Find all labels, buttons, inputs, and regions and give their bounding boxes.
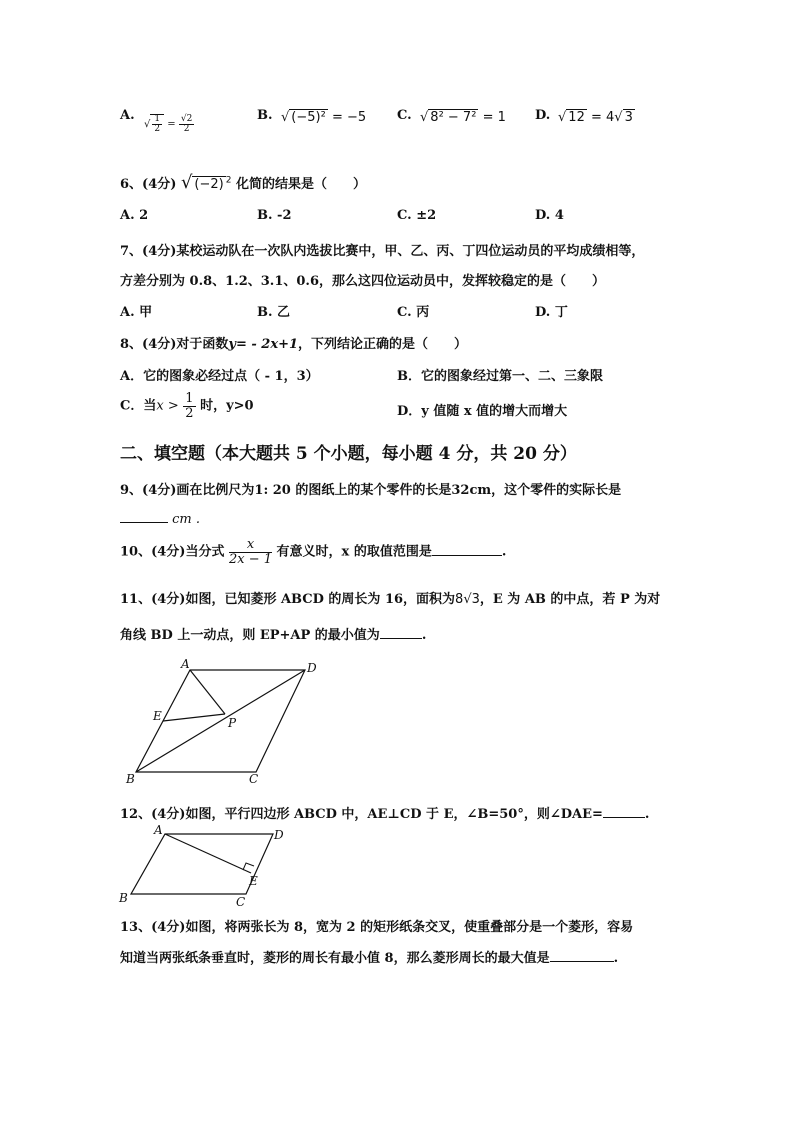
q8-option-a: A．它的图象必经过点（ - 1，3） (120, 369, 319, 384)
segment-ap (190, 670, 225, 714)
q9-unit: cm . (172, 512, 201, 527)
q11-area: 8√3 (455, 592, 480, 607)
q11-stem-line2: 角线 BD 上一动点，则 EP+AP 的最小值为 . (120, 628, 427, 643)
q5-option-d-formula: √ 12 = 4√ 3 (558, 110, 633, 125)
q5-a-num: 1 (154, 114, 161, 124)
q6-option-d: D. 4 (535, 208, 564, 223)
q8-option-c: C．当x > $\frac{1}{2}$ 时，y>0 (120, 391, 254, 421)
q6-radicand: (−2) (194, 177, 224, 192)
q5-option-d-label: D. (535, 108, 551, 123)
q5-option-a-formula: √ $\frac{1}{2}$ = $\frac{√2}{2}$ (144, 113, 193, 135)
q10-stem: 10、(4分)当分式 $\frac{x}{2x - 1}$ 有意义时，x 的取值范围是 . (120, 537, 507, 567)
q5-d-rest: = 4 (590, 110, 615, 125)
segment-ep (163, 714, 225, 721)
q9-answer-blank[interactable] (120, 510, 168, 523)
q6-option-c: C. ±2 (397, 208, 437, 223)
q8-option-d: D．y 值随 x 值的增大而增大 (397, 404, 568, 419)
q12-answer-blank[interactable] (603, 805, 645, 818)
q5-a-rden: 2 (183, 123, 190, 134)
q13-answer-blank[interactable] (550, 949, 614, 962)
label-e: E (153, 709, 162, 723)
q5-c-rest: = 1 (482, 110, 506, 125)
q11-rhombus-figure (118, 655, 333, 790)
q6-option-a: A. 2 (120, 208, 149, 223)
segment-ae (165, 834, 251, 873)
q10-num: x (229, 538, 272, 553)
q11-answer-blank[interactable] (380, 626, 422, 639)
q5-option-c-label: C. (397, 108, 412, 123)
section-title-fill-in: 二、填空题（本大题共 5 个小题，每小题 4 分，共 20 分） (120, 444, 577, 464)
q13-stem-line1: 13、(4分)如图，将两张长为 8，宽为 2 的矩形纸条交叉，使重叠部分是一个菱形，容易 (120, 920, 634, 935)
q10-den: 2x − 1 (228, 551, 273, 567)
label-c: C (249, 772, 259, 786)
q7-option-a: A. 甲 (120, 305, 153, 320)
q5-option-b-formula: √ (−5)² = −5 (281, 110, 367, 125)
label-d: D (274, 828, 284, 842)
q5-a-eq: = (167, 118, 176, 130)
q6-exponent: 2 (225, 175, 232, 186)
q8-c-num: 1 (185, 391, 194, 406)
right-angle-mark (243, 863, 254, 870)
q10-answer-blank[interactable] (432, 543, 502, 556)
q5-a-rnum: √2 (180, 113, 193, 124)
q7-stem-line1: 7、(4分)某校运动队在一次队内选拔比赛中，甲、乙、丙、丁四位运动员的平均成绩相等， (120, 244, 645, 259)
q9-answer-line (120, 510, 200, 527)
label-d: D (307, 661, 317, 675)
label-a: A (154, 823, 163, 837)
q8-option-b: B．它的图象经过第一、二、三象限 (397, 369, 603, 384)
q12-parallelogram-figure (116, 822, 291, 910)
q5-option-c-formula: √ 8² − 7² = 1 (420, 110, 506, 125)
q7-option-d: D. 丁 (535, 305, 568, 320)
q5-option-b-label: B. (257, 108, 273, 123)
q6-option-b: B. -2 (257, 208, 292, 223)
label-c: C (236, 895, 246, 909)
label-p: P (228, 716, 237, 730)
q9-stem: 9、(4分)画在比例尺为1: 20 的图纸上的某个零件的长是32cm，这个零件的实际长是 (120, 483, 622, 498)
q12-stem: 12、(4分)如图，平行四边形 ABCD 中，AE⊥CD 于 E，∠B=50°，则∠DAE= . (120, 807, 650, 822)
q5-c-rad: 8² − 7² (430, 110, 477, 125)
label-b: B (126, 772, 135, 786)
q7-option-c: C. 丙 (397, 305, 430, 320)
q5-d-rad2: 3 (624, 110, 633, 125)
q7-option-b: B. 乙 (257, 305, 291, 320)
q6-suffix: 化简的结果是（ ） (236, 177, 367, 192)
q5-b-rest: = −5 (331, 110, 367, 125)
label-b: B (119, 891, 128, 905)
label-e: E (249, 874, 258, 888)
q11-stem-line1: 11、(4分)如图，已知菱形 ABCD 的周长为 16，面积为8√3，E 为 AB 的中点，若 P 为对 (120, 592, 661, 607)
q6-stem: 6、(4分) √ (−2) $^2$ 化简的结果是（ ） (120, 172, 367, 193)
label-a: A (181, 657, 190, 671)
q5-a-den: 2 (154, 124, 161, 135)
q5-b-rad: (−5)² (291, 110, 326, 125)
q13-stem-line2: 知道当两张纸条垂直时，菱形的周长有最小值 8，那么菱形周长的最大值是 . (120, 951, 619, 966)
q8-stem: 8、(4分)对于函数y= - 2x+1，下列结论正确的是（ ） (120, 337, 468, 352)
q8-c-den: 2 (185, 405, 194, 421)
q8-function: y= - 2x+1 (228, 337, 299, 352)
q7-stem-line2: 方差分别为 0.8、1.2、3.1、0.6，那么这四位运动员中，发挥较稳定的是（ ） (120, 274, 605, 289)
q5-option-a-label: A. (120, 108, 135, 123)
q5-d-rad: 12 (568, 110, 585, 125)
q6-prefix: 6、(4分) (120, 177, 177, 192)
